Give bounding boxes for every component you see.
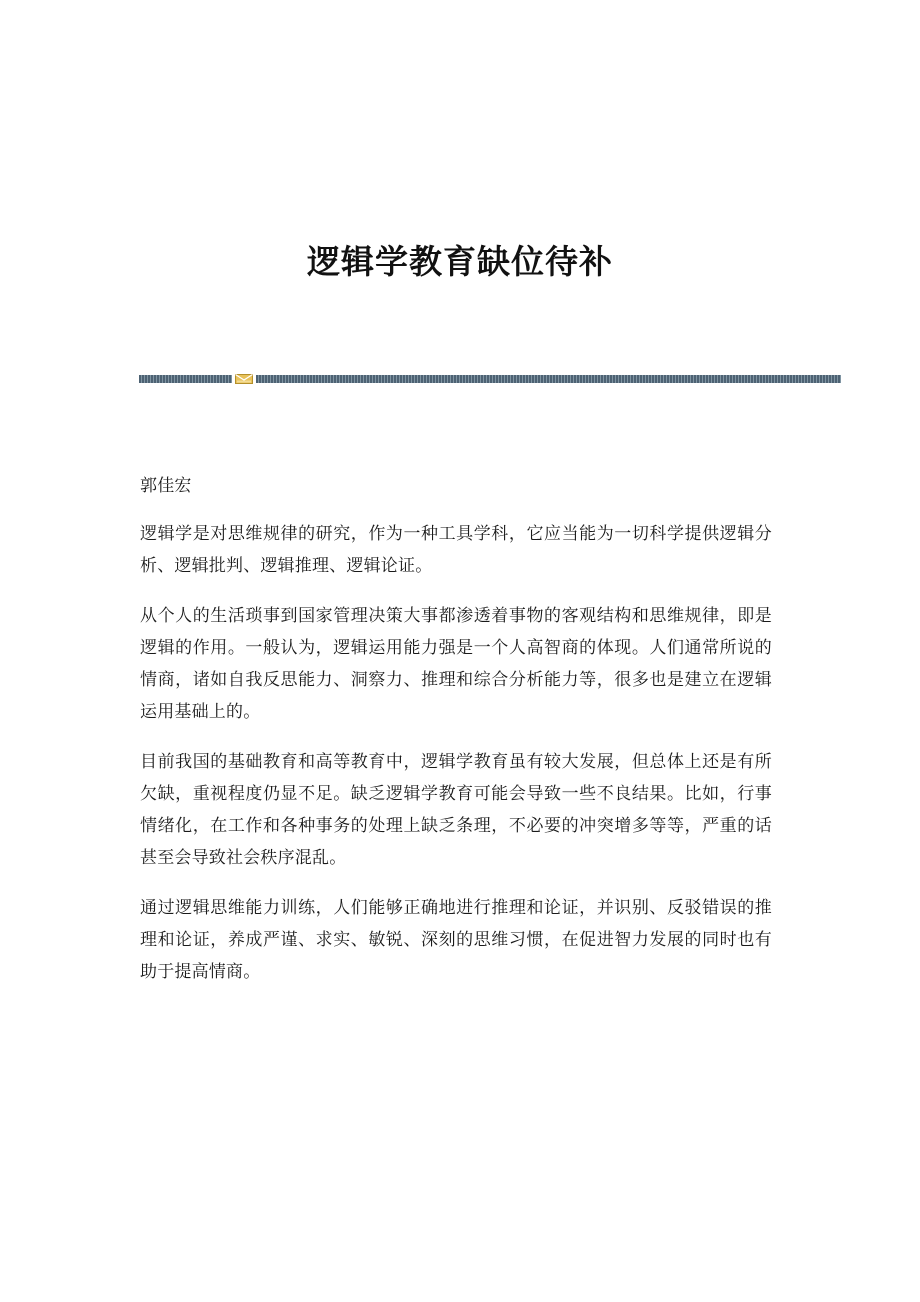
title-divider	[139, 374, 841, 384]
paragraph-2: 从个人的生活琐事到国家管理决策大事都渗透着事物的客观结构和思维规律，即是逻辑的作用。一般认为，逻辑运用能力强是一个人高智商的体现。人们通常所说的情商，诸如自我反思能力、洞察力、推理和综合分析能力等，很多也是建立在逻辑运用基础上的。	[140, 606, 772, 722]
paragraph-4: 通过逻辑思维能力训练，人们能够正确地进行推理和论证，并识别、反驳错误的推理和论证，养成严谨、求实、敏锐、深刻的思维习惯，在促进智力发展的同时也有助于提高情商。	[140, 898, 772, 982]
paragraph-1: 逻辑学是对思维规律的研究，作为一种工具学科，它应当能为一切科学提供逻辑分析、逻辑批判、逻辑推理、逻辑论证。	[140, 524, 772, 576]
author-name: 郭佳宏	[140, 476, 192, 496]
divider-bar-right	[256, 375, 841, 383]
envelope-icon	[235, 374, 253, 384]
paragraph-3: 目前我国的基础教育和高等教育中，逻辑学教育虽有较大发展，但总体上还是有所欠缺，重视程度仍显不足。缺乏逻辑学教育可能会导致一些不良结果。比如，行事情绪化，在工作和各种事务的处理上缺乏条理，不必要的冲突增多等等，严重的话甚至会导致社会秩序混乱。	[140, 752, 772, 868]
document-title: 逻辑学教育缺位待补	[307, 242, 613, 282]
divider-bar-left	[139, 375, 232, 383]
article-body	[140, 470, 772, 1006]
